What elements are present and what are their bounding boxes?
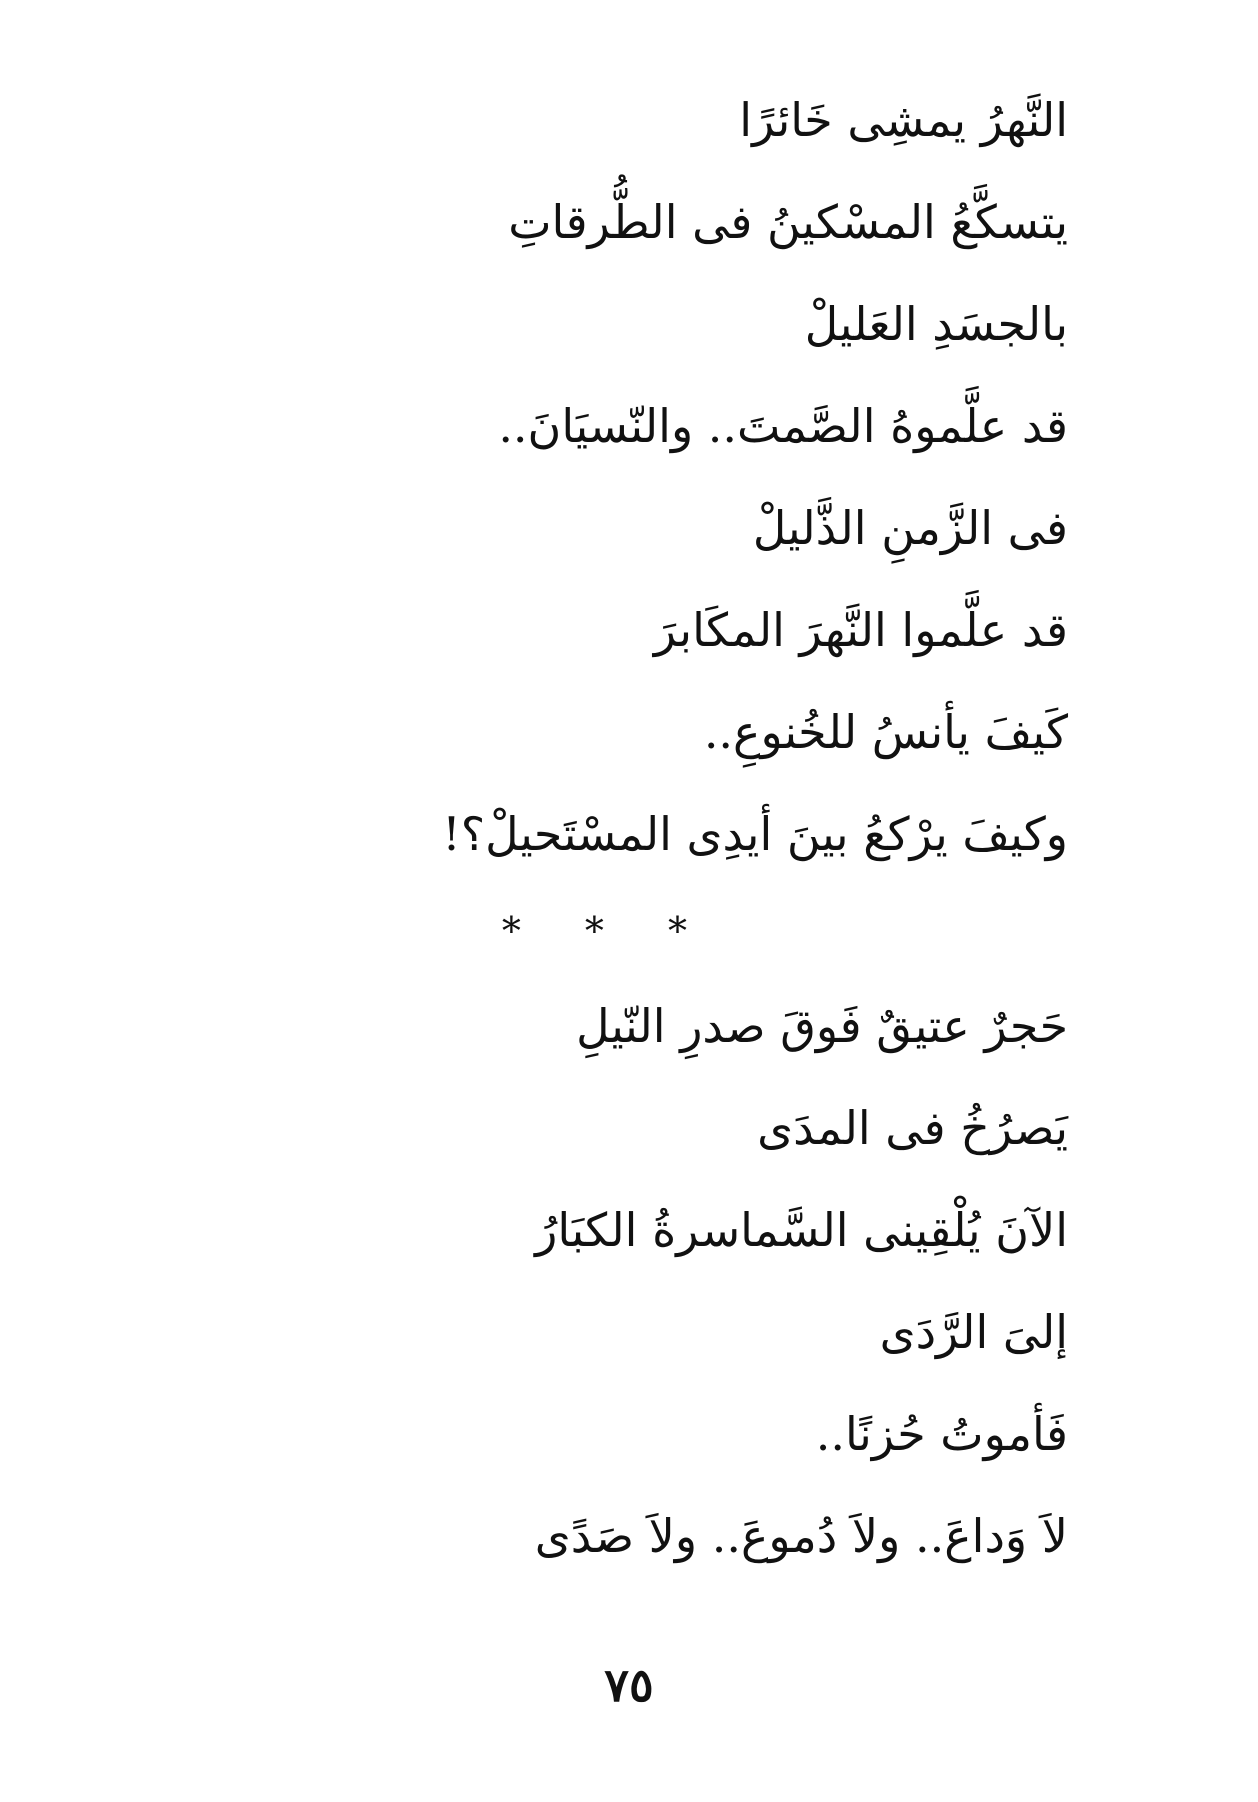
verse-line: النَّهرُ يمشِى خَائرًا: [739, 93, 1068, 148]
verse-line: كَيفَ يأنسُ للخُنوعِ..: [703, 705, 1068, 760]
poem: [168, 70, 1068, 1588]
verse-line: فَأموتُ حُزنًا..: [815, 1407, 1068, 1462]
verse-line: يَصرُخُ فى المدَى: [757, 1101, 1068, 1156]
verse-line: قد علَّموهُ الصَّمتَ.. والنّسيَانَ..: [498, 399, 1068, 454]
verse-line: إلىَ الرَّدَى: [879, 1305, 1068, 1360]
verse-line: يتسكَّعُ المسْكينُ فى الطُّرقاتِ: [508, 195, 1068, 250]
verse-line: لاَ وَداعَ.. ولاَ دُموعَ.. ولاَ صَدًى: [534, 1509, 1068, 1564]
stanza-separator: * * *: [501, 909, 713, 953]
verse-line: قد علَّموا النَّهرَ المكَابرَ: [653, 603, 1068, 658]
verse-line: فى الزَّمنِ الذَّليلْ: [752, 501, 1068, 556]
verse-line: الآنَ يُلْقِينى السَّماسرةُ الكبَارُ: [535, 1203, 1068, 1258]
verse-line: وكيفَ يرْكعُ بينَ أيدِى المسْتَحيلْ؟!: [442, 807, 1068, 862]
verse-line: بالجسَدِ العَليلْ: [804, 297, 1068, 352]
page-number: ٧٥: [604, 1658, 654, 1712]
verse-line: حَجرٌ عتيقٌ فَوقَ صدرِ النّيلِ: [576, 999, 1068, 1054]
